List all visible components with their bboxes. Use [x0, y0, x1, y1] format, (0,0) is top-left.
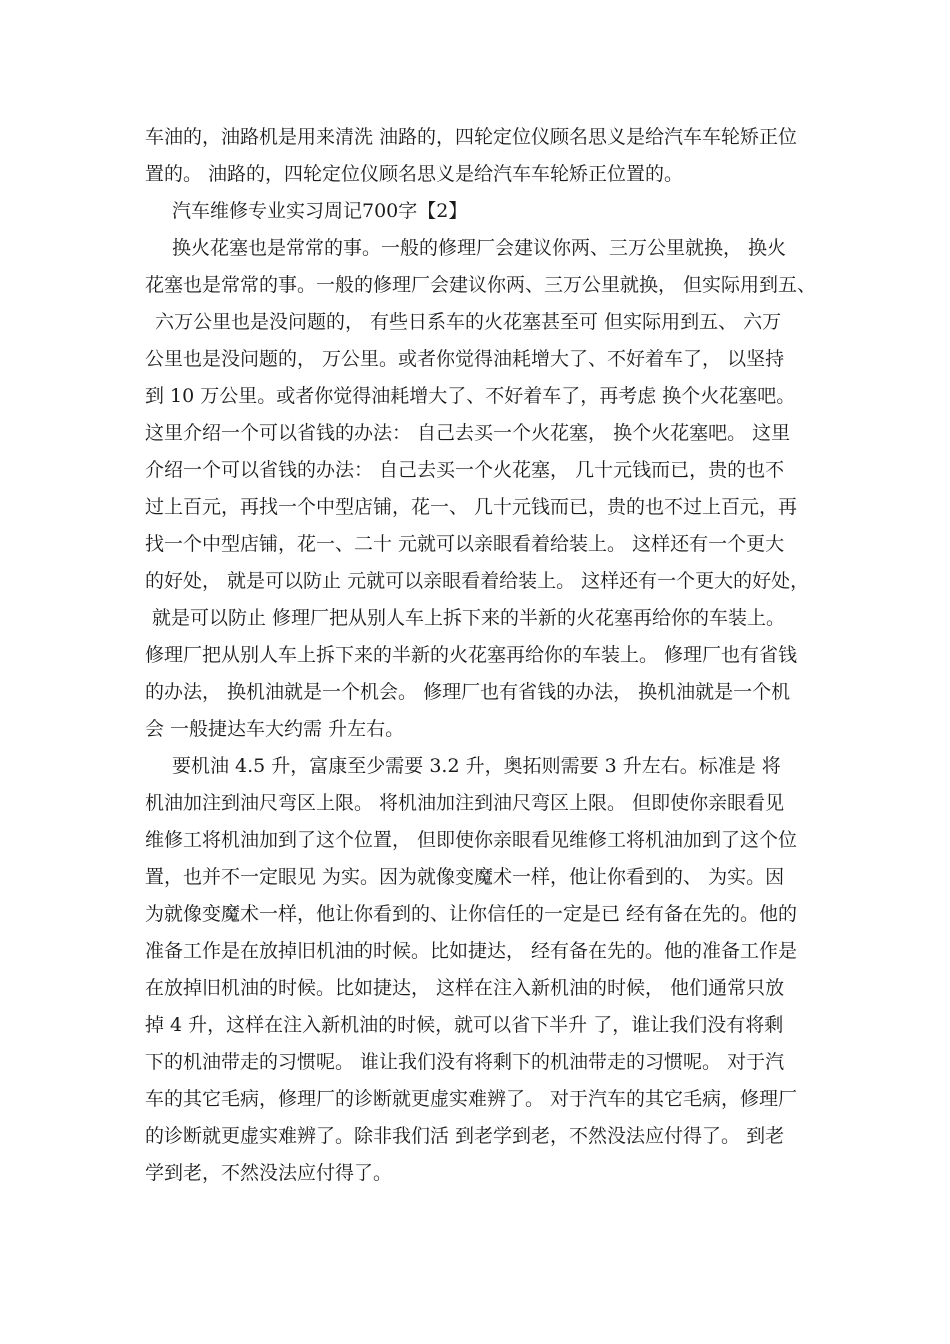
text-line: 维修工将机油加到了这个位置， 但即使你亲眼看见维修工将机油加到了这个位: [145, 829, 798, 851]
text-line: 的好处， 就是可以防止 元就可以亲眼看着给装上。 这样还有一个更大的好处，: [145, 570, 810, 592]
text-line: 置的。 油路的，四轮定位仪顾名思义是给汽车车轮矫正位置的。: [145, 163, 684, 185]
text-line: 过上百元，再找一个中型店铺，花一、 几十元钱而已，贵的也不过上百元，再: [145, 496, 798, 518]
text-line: 置，也并不一定眼见 为实。因为就像变魔术一样，他让你看到的、 为实。因: [145, 866, 785, 888]
text-line: 掉 4 升，这样在注入新机油的时候，就可以省下半升 了，谁让我们没有将剩: [145, 1014, 784, 1036]
text-line: 的办法， 换机油就是一个机会。 修理厂也有省钱的办法， 换机油就是一个机: [145, 681, 791, 703]
text-line: 车的其它毛病，修理厂的诊断就更虚实难辨了。 对于汽车的其它毛病，修理厂: [145, 1088, 798, 1110]
text-line: 公里也是没问题的， 万公里。或者你觉得油耗增大了、不好着车了， 以坚持: [145, 348, 785, 370]
text-line: 换火花塞也是常常的事。一般的修理厂会建议你两、三万公里就换， 换火: [172, 237, 787, 259]
section-heading: 汽车维修专业实习周记700字【2】: [172, 200, 468, 222]
text-line: 在放掉旧机油的时候。比如捷达， 这样在注入新机油的时候， 他们通常只放: [145, 977, 785, 999]
text-line: 准备工作是在放掉旧机油的时候。比如捷达， 经有备在先的。他的准备工作是: [145, 940, 798, 962]
text-line: 车油的，油路机是用来清洗 油路的，四轮定位仪顾名思义是给汽车车轮矫正位: [145, 126, 798, 148]
text-line: 为就像变魔术一样，他让你看到的、让你信任的一定是已 经有备在先的。他的: [145, 903, 798, 925]
text-line: 这里介绍一个可以省钱的办法： 自己去买一个火花塞， 换个火花塞吧。 这里: [145, 422, 791, 444]
text-line: 到 10 万公里。或者你觉得油耗增大了、不好着车了，再考虑 换个火花塞吧。: [145, 385, 796, 407]
text-line: 机油加注到油尺弯区上限。 将机油加注到油尺弯区上限。 但即使你亲眼看见: [145, 792, 785, 814]
text-line: 就是可以防止 修理厂把从别人车上拆下来的半新的火花塞再给你的车装上。: [152, 607, 786, 629]
text-line: 的诊断就更虚实难辨了。除非我们活 到老学到老，不然没法应付得了。 到老: [145, 1125, 785, 1147]
text-line: 找一个中型店铺，花一、二十 元就可以亲眼看着给装上。 这样还有一个更大: [145, 533, 785, 555]
text-line: 六万公里也是没问题的， 有些日系车的火花塞甚至可 但实际用到五、 六万: [155, 311, 782, 333]
text-line: 学到老，不然没法应付得了。: [145, 1162, 393, 1184]
text-line: 下的机油带走的习惯呢。 谁让我们没有将剩下的机油带走的习惯呢。 对于汽: [145, 1051, 785, 1073]
text-line: 修理厂把从别人车上拆下来的半新的火花塞再给你的车装上。 修理厂也有省钱: [145, 644, 798, 666]
text-line: 要机油 4.5 升，富康至少需要 3.2 升，奥拓则需要 3 升左右。标准是 将: [172, 755, 781, 777]
text-line: 花塞也是常常的事。一般的修理厂会建议你两、三万公里就换， 但实际用到五、: [145, 274, 817, 296]
text-line: 会 一般捷达车大约需 升左右。: [145, 718, 405, 740]
text-line: 介绍一个可以省钱的办法： 自己去买一个火花塞， 几十元钱而已，贵的也不: [145, 459, 785, 481]
